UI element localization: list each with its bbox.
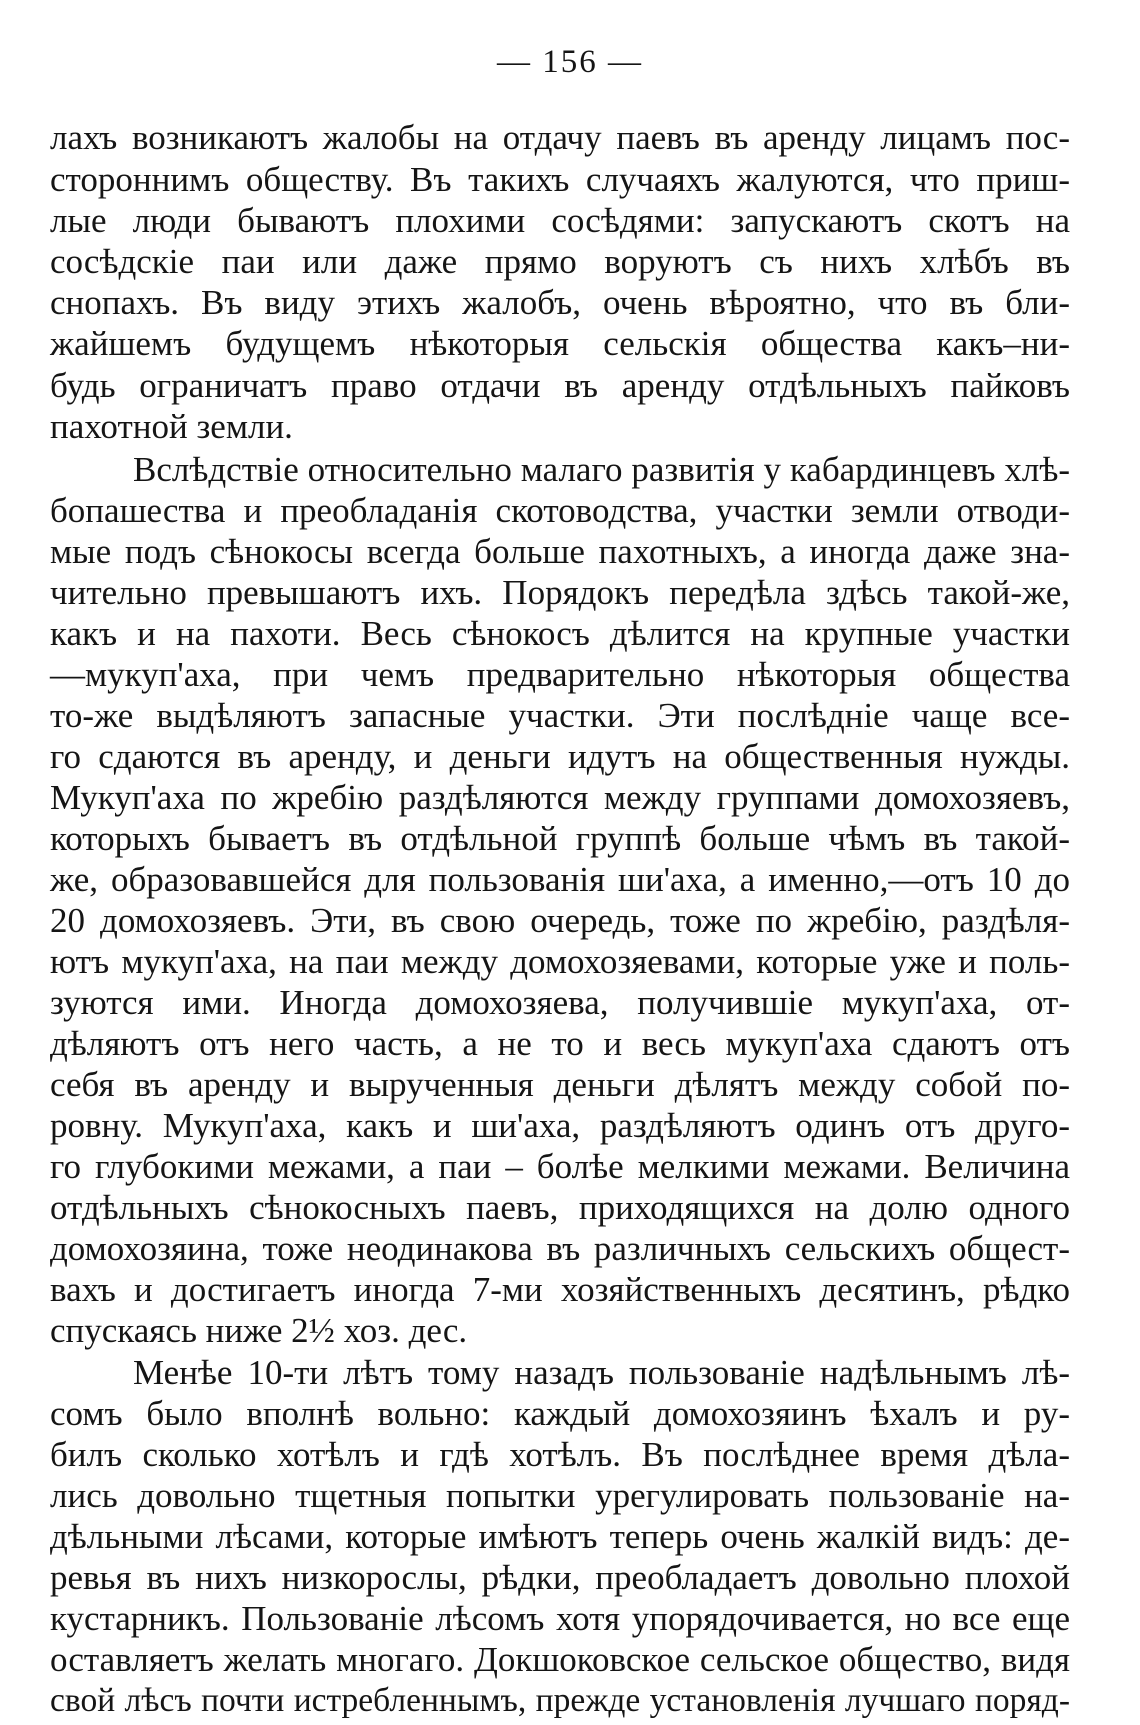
text-line: Мукуп'аха по жребію раздѣляются между группами домохозяевъ,: [50, 778, 1070, 817]
text-line: кустарникъ. Пользованіе лѣсомъ хотя упорядочивается, но все еще: [50, 1599, 1070, 1638]
text-line: же, образовавшейся для пользованія ши'аха, а именно,—отъ 10 до: [50, 860, 1070, 899]
text-line: себя въ аренду и вырученныя деньги дѣлятъ между собой по-: [50, 1065, 1070, 1104]
text-line: стороннимъ обществу. Въ такихъ случаяхъ жалуются, что приш-: [50, 160, 1070, 199]
text-line: чительно превышаютъ ихъ. Порядокъ передѣла здѣсь такой-же,: [50, 573, 1070, 612]
text-line: мые подъ сѣнокосы всегда больше пахотныхъ, а иногда даже зна-: [50, 532, 1070, 571]
text-line: то-же выдѣляютъ запасные участки. Эти послѣдніе чаще все-: [50, 696, 1070, 735]
text-line: Менѣе 10-ти лѣтъ тому назадъ пользованіе надѣльнымъ лѣ-: [133, 1353, 1070, 1392]
text-line: дѣльными лѣсами, которые имѣютъ теперь очень жалкій видъ: де-: [50, 1517, 1070, 1556]
text-line: которыхъ бываетъ въ отдѣльной группѣ больше чѣмъ въ такой-: [50, 819, 1070, 858]
text-line: снопахъ. Въ виду этихъ жалобъ, очень вѣроятно, что въ бли-: [50, 283, 1070, 322]
text-line: бопашества и преобладанія скотоводства, участки земли отводи-: [50, 491, 1070, 530]
text-line: сомъ было вполнѣ вольно: каждый домохозяинъ ѣхалъ и ру-: [50, 1394, 1070, 1433]
text-line: домохозяина, тоже неодинакова въ различныхъ сельскихъ общест-: [50, 1229, 1070, 1268]
page-number: — 156 —: [497, 44, 643, 80]
text-line: вахъ и достигаетъ иногда 7-ми хозяйственныхъ десятинъ, рѣдко: [50, 1270, 1070, 1309]
text-line: ровну. Мукуп'аха, какъ и ши'аха, раздѣляютъ одинъ отъ друго-: [50, 1106, 1070, 1145]
text-line: лись довольно тщетныя попытки урегулировать пользованіе на-: [50, 1476, 1070, 1515]
text-line: билъ сколько хотѣлъ и гдѣ хотѣлъ. Въ послѣднее время дѣла-: [50, 1435, 1070, 1474]
text-line: отдѣльныхъ сѣнокосныхъ паевъ, приходящихся на долю одного: [50, 1188, 1070, 1227]
text-line: спускаясь ниже 2½ хоз. дес.: [50, 1311, 468, 1350]
text-line: дѣляютъ отъ него часть, а не то и весь мукуп'аха сдаютъ отъ: [50, 1024, 1070, 1063]
text-line: будь ограничатъ право отдачи въ аренду отдѣльныхъ пайковъ: [50, 366, 1070, 405]
text-line: го сдаются въ аренду, и деньги идутъ на общественныя нужды.: [50, 737, 1070, 776]
text-line: лахъ возникаютъ жалобы на отдачу паевъ въ аренду лицамъ пос-: [50, 118, 1070, 157]
text-line: ютъ мукуп'аха, на паи между домохозяевами, которые уже и поль-: [50, 942, 1070, 981]
text-line: какъ и на пахоти. Весь сѣнокосъ дѣлится на крупные участки: [50, 614, 1070, 653]
text-line: ревья въ нихъ низкорослы, рѣдки, преобладаетъ довольно плохой: [50, 1558, 1070, 1597]
text-line: лые люди бываютъ плохими сосѣдями: запускаютъ скотъ на: [50, 201, 1070, 240]
text-line: жайшемъ будущемъ нѣкоторыя сельскія общества какъ–ни-: [50, 324, 1070, 363]
text-line: Вслѣдствіе относительно малаго развитія у кабардинцевъ хлѣ-: [133, 450, 1070, 489]
text-line: —мукуп'аха, при чемъ предварительно нѣкоторыя общества: [50, 655, 1070, 694]
text-line: 20 домохозяевъ. Эти, въ свою очередь, тоже по жребію, раздѣля-: [50, 901, 1070, 940]
text-line: свой лѣсъ почти истребленнымъ, прежде установленія лучшаго поряд-: [50, 1682, 1070, 1719]
text-line: го глубокими межами, а паи – болѣе мелкими межами. Величина: [50, 1147, 1070, 1186]
text-line: оставляетъ желать многаго. Докшоковское сельское общество, видя: [50, 1640, 1070, 1679]
text-line: сосѣдскіе паи или даже прямо воруютъ съ нихъ хлѣбъ въ: [50, 242, 1070, 281]
text-line: зуются ими. Иногда домохозяева, получившіе мукуп'аха, от-: [50, 983, 1070, 1022]
text-line: пахотной земли.: [50, 407, 293, 446]
